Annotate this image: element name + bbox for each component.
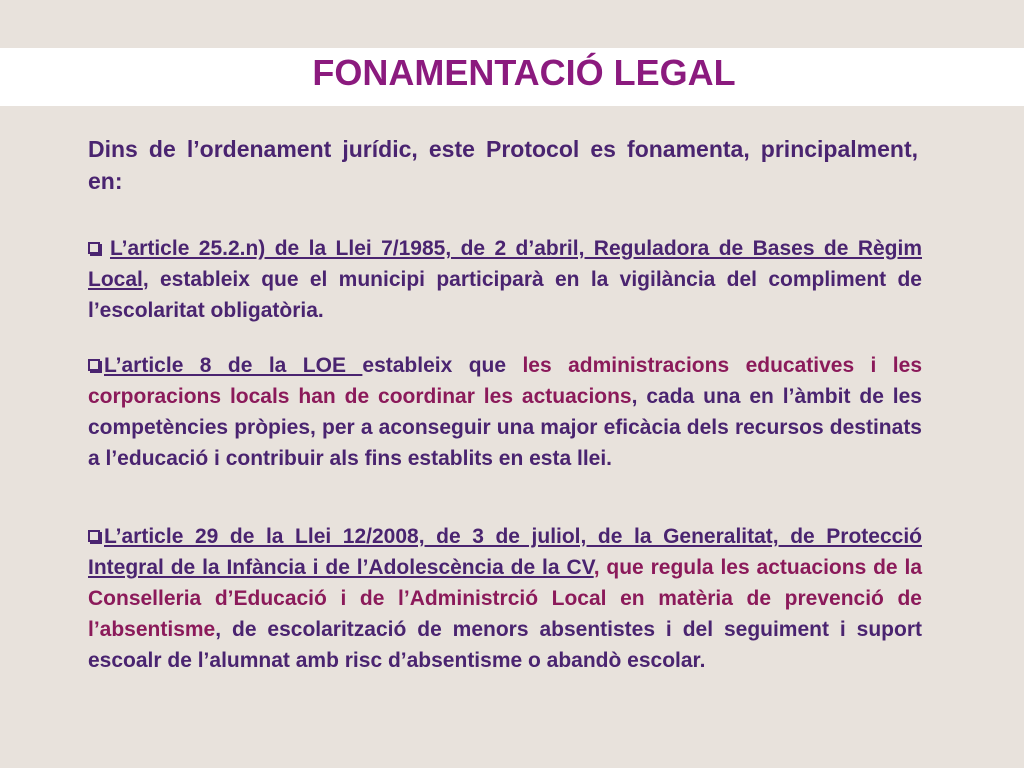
bullet-text: , estableix que el municipi participarà en la vigilància del compliment de l’escolaritat obligatòria. [88,268,922,322]
bullet-text: , de escolarització de menors absentistes i del seguiment i suport escoalr de l’alumnat amb risc d’absentisme o abandò escolar. [88,618,922,672]
intro-paragraph: Dins de l’ordenament jurídic, este Protocol es fonamenta, principalment, en: [88,136,918,194]
highlighted-text: que regula les actuacions de la Conselleria d’Educació i de l’Administrció Local en matèria de prevenció de l’absentisme [88,556,922,641]
bullet-item-1 [88,233,922,326]
checkbox-bullet-icon [88,530,100,542]
highlighted-text: les administracions educatives i les corporacions locals han de coordinar les actuacions [88,354,923,408]
bullet-item-2 [88,350,922,474]
legal-reference-link: L’article 8 de la LOE [104,354,363,377]
legal-reference-link: L’article 29 de la Llei 12/2008, de 3 de juliol, de la Generalitat, de Protecció Integral de la Infància i de l’Adolescència de la CV [88,525,922,579]
legal-reference-link: L’article 25.2.n) de la Llei 7/1985, de 2 d’abril, Reguladora de Bases de Règim Local [88,237,922,291]
bullet-text: estableix que [362,354,523,377]
bullet-item-3 [88,521,922,676]
checkbox-bullet-icon [88,359,100,371]
slide-title: FONAMENTACIÓ LEGAL [312,52,736,93]
bullet-text: , cada una en l’àmbit de les competències pròpies, per a aconseguir una major eficàcia dels recursos destinats a l’educació i contribuir als fins establits en esta llei. [88,385,922,470]
separator-text: , [593,556,607,579]
checkbox-bullet-icon [88,242,100,254]
